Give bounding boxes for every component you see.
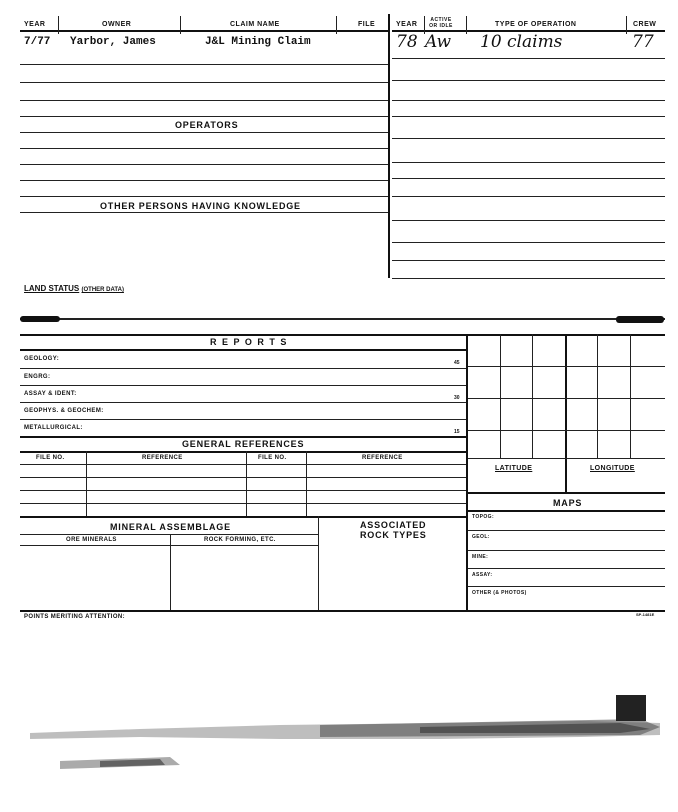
- map-label-other: OTHER (& PHOTOS): [472, 590, 527, 596]
- ruled-line: [392, 162, 665, 163]
- ruled-line: [20, 402, 466, 403]
- ruled-line: [392, 116, 665, 117]
- form-code: SP-1481E: [636, 612, 655, 617]
- ruled-line: [20, 148, 388, 149]
- map-label-geol: GEOL:: [472, 534, 490, 540]
- rule-mark-left: [20, 316, 60, 322]
- entry-type-of-operation: 10 claims: [480, 32, 563, 52]
- ref-bottom-rule: [20, 516, 466, 518]
- col-divider: [466, 16, 467, 34]
- visit-year-header: YEAR: [396, 21, 418, 28]
- ruled-line: [392, 100, 665, 101]
- report-num-metallurgical: 15: [454, 429, 460, 435]
- rock-forming-label: ROCK FORMING, ETC.: [204, 537, 276, 543]
- ruled-line: [392, 138, 665, 139]
- reports-bottom-rule: [20, 436, 466, 438]
- reports-title: R E P O R T S: [210, 337, 288, 347]
- type-of-operation-header: TYPE OF OPERATION: [495, 21, 577, 28]
- file-header: FILE: [358, 21, 376, 28]
- operators-title: OPERATORS: [175, 120, 239, 130]
- ref-col-reference-1: REFERENCE: [142, 455, 183, 461]
- header-rule-left: [20, 30, 390, 32]
- report-num-assay: 30: [454, 395, 460, 401]
- col-divider: [58, 16, 59, 34]
- land-status-heading: [24, 284, 124, 293]
- entry-claim-name: J&L Mining Claim: [205, 36, 311, 48]
- ruled-line: [468, 530, 665, 531]
- ruled-line: [392, 242, 665, 243]
- claim-name-header: CLAIM NAME: [230, 21, 280, 28]
- maps-title: MAPS: [553, 498, 583, 508]
- grid-line: [597, 334, 598, 458]
- col-divider: [626, 16, 627, 34]
- mineral-assemblage-title: MINERAL ASSEMBLAGE: [110, 522, 231, 532]
- crew-header: CREW: [633, 21, 657, 28]
- land-status-rule: [20, 318, 665, 320]
- entry-crew: 77: [632, 32, 654, 52]
- maps-header-rule: [468, 510, 665, 512]
- entry-visit-year: 78: [396, 32, 418, 52]
- center-divider: [388, 14, 390, 278]
- ruled-line: [20, 477, 466, 478]
- ref-col-divider: [86, 451, 87, 516]
- other-persons-title: OTHER PERSONS HAVING KNOWLEDGE: [100, 201, 301, 211]
- ruled-line: [20, 164, 388, 165]
- grid-line: [468, 398, 665, 399]
- ruled-line: [20, 116, 388, 117]
- map-label-topog: TOPOG:: [472, 514, 495, 520]
- map-label-assay: ASSAY:: [472, 572, 493, 578]
- ruled-line: [392, 278, 665, 279]
- ruled-line: [392, 196, 665, 197]
- ref-col-file-no-1: FILE NO.: [36, 455, 65, 461]
- reports-header-rule: [20, 349, 466, 351]
- ruled-line: [468, 568, 665, 569]
- longitude-label: LONGITUDE: [590, 465, 635, 472]
- points-meriting-attention: POINTS MERITING ATTENTION:: [24, 614, 126, 620]
- ref-col-file-no-2: FILE NO.: [258, 455, 287, 461]
- mineral-header-rule: [20, 545, 318, 546]
- owner-header: OWNER: [102, 21, 132, 28]
- ruled-line: [20, 100, 388, 101]
- ruled-line: [468, 586, 665, 587]
- ruled-line: [20, 503, 466, 504]
- report-label-metallurgical: METALLURGICAL:: [24, 425, 83, 431]
- reports-top-rule: [20, 334, 665, 336]
- mineral-sub-rule: [20, 534, 318, 535]
- ruled-line: [20, 368, 466, 369]
- ruled-line: [20, 490, 466, 491]
- ore-minerals-label: ORE MINERALS: [66, 537, 117, 543]
- year-header: YEAR: [24, 21, 46, 28]
- rule-mark-right: [616, 316, 664, 323]
- ruled-line: [20, 64, 388, 65]
- grid-line: [630, 334, 631, 458]
- map-label-mine: MINE:: [472, 554, 489, 560]
- grid-bottom-rule: [468, 492, 665, 494]
- scan-noise-graphic: [20, 695, 670, 785]
- entry-owner: Yarbor, James: [70, 36, 156, 48]
- report-label-engrg: ENGRG:: [24, 374, 51, 380]
- grid-line: [468, 366, 665, 367]
- ruled-line: [20, 132, 388, 133]
- mineral-bottom-rule: [20, 610, 665, 612]
- ref-col-divider: [306, 451, 307, 516]
- entry-year: 7/77: [24, 36, 51, 48]
- ruled-line: [392, 220, 665, 221]
- ruled-line: [468, 550, 665, 551]
- latitude-label: LATITUDE: [495, 465, 533, 472]
- active-idle-header: ACTIVE OR IDLE: [429, 17, 453, 29]
- associated-rock-types-line2: ROCK TYPES: [360, 530, 427, 540]
- ref-col-reference-2: REFERENCE: [362, 455, 403, 461]
- ruled-line: [20, 419, 466, 420]
- ruled-line: [392, 58, 665, 59]
- report-label-assay: ASSAY & IDENT:: [24, 391, 77, 397]
- ruled-line: [20, 464, 466, 465]
- col-divider: [336, 16, 337, 34]
- ref-col-divider: [246, 451, 247, 516]
- ruled-line: [20, 82, 388, 83]
- ruled-line: [392, 260, 665, 261]
- report-label-geophys: GEOPHYS. & GEOCHEM:: [24, 408, 104, 414]
- land-status-note: (OTHER DATA): [81, 287, 124, 293]
- general-references-title: GENERAL REFERENCES: [182, 439, 305, 449]
- entry-active-idle: Aw: [425, 32, 452, 52]
- grid-center-line: [565, 334, 567, 492]
- ruled-line: [20, 196, 388, 197]
- grid-line: [468, 458, 665, 459]
- grid-line: [468, 430, 665, 431]
- report-label-geology: GEOLOGY:: [24, 356, 60, 362]
- mineral-col-divider: [170, 534, 171, 610]
- grid-line: [532, 334, 533, 458]
- ruled-line: [392, 178, 665, 179]
- col-divider: [180, 16, 181, 34]
- land-status-title: LAND STATUS: [24, 284, 80, 293]
- ruled-line: [20, 385, 466, 386]
- ruled-line: [20, 212, 388, 213]
- grid-line: [500, 334, 501, 458]
- report-num-geology: 45: [454, 360, 460, 366]
- ruled-line: [392, 80, 665, 81]
- associated-rock-types-line1: ASSOCIATED: [360, 520, 427, 530]
- rock-types-divider: [318, 516, 319, 610]
- ruled-line: [20, 180, 388, 181]
